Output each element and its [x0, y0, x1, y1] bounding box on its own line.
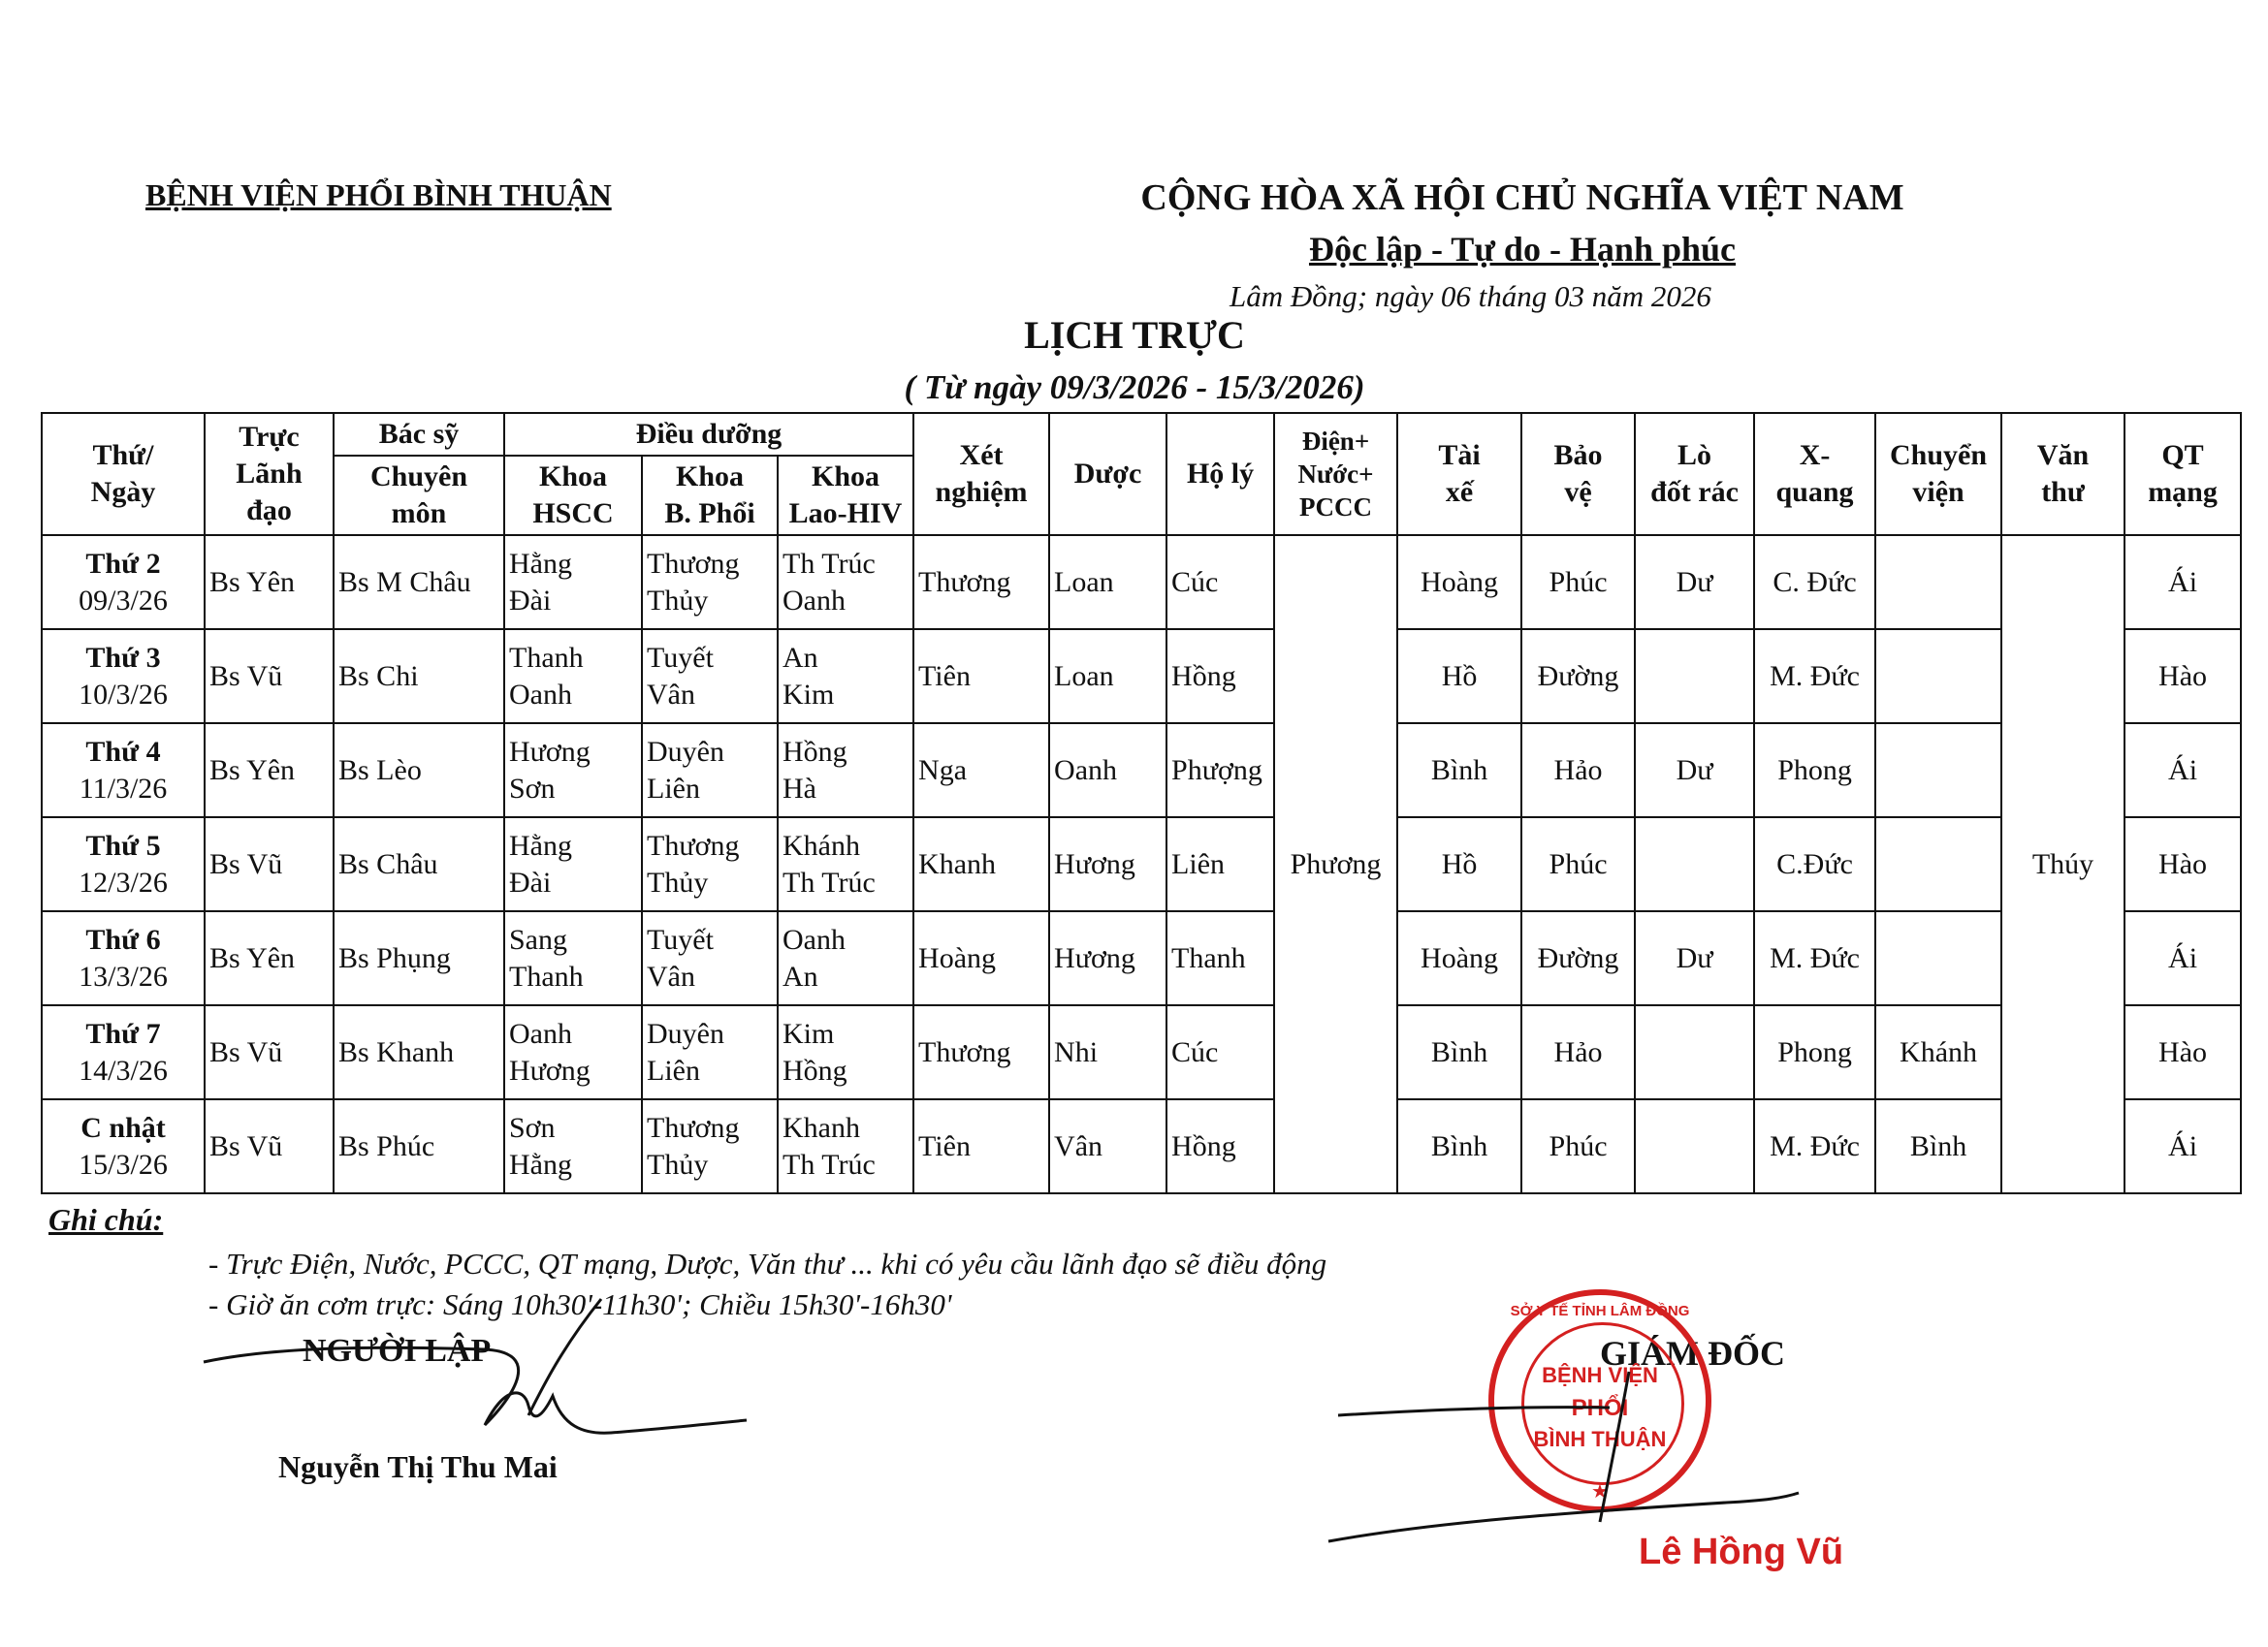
orderly-cell: Hồng [1166, 1099, 1274, 1193]
transfer-cell: Bình [1875, 1099, 2001, 1193]
duty-schedule-table [41, 412, 2242, 1194]
leader-cell: Bs Yên [205, 535, 334, 629]
security-cell: Hảo [1521, 723, 1635, 817]
nurse-bphoi-cell: Thương Thủy [642, 535, 778, 629]
security-cell: Phúc [1521, 817, 1635, 911]
network-cell: Ái [2124, 911, 2241, 1005]
network-cell: Ái [2124, 535, 2241, 629]
table-row [42, 1099, 2241, 1193]
leader-cell: Bs Vũ [205, 817, 334, 911]
table-row [42, 535, 2241, 629]
xray-cell: C.Đức [1754, 817, 1875, 911]
doctor-cell: Bs Phúc [334, 1099, 504, 1193]
header-orderly: Hộ lý [1166, 413, 1274, 535]
security-cell: Đường [1521, 629, 1635, 723]
lab-cell: Khanh [913, 817, 1049, 911]
nurse-hscc-cell: Oanh Hương [504, 1005, 642, 1099]
header-electric: Điện+ Nước+ PCCC [1274, 413, 1397, 535]
pharmacy-cell: Oanh [1049, 723, 1166, 817]
header-security: Bảo vệ [1521, 413, 1635, 535]
header-driver: Tài xế [1397, 413, 1521, 535]
day-name: C nhật [80, 1111, 166, 1144]
security-cell: Đường [1521, 911, 1635, 1005]
nurse-bphoi-cell: Thương Thủy [642, 1099, 778, 1193]
day-cell [42, 911, 205, 1005]
table-row [42, 723, 2241, 817]
header-incinerator: Lò đốt rác [1635, 413, 1754, 535]
orderly-cell: Thanh [1166, 911, 1274, 1005]
pharmacy-cell: Loan [1049, 629, 1166, 723]
orderly-cell: Cúc [1166, 535, 1274, 629]
network-cell: Hào [2124, 1005, 2241, 1099]
seal-star-icon: ★ [1591, 1481, 1609, 1503]
creator-name: Nguyễn Thị Thu Mai [278, 1449, 558, 1484]
header-nurse-hscc: Khoa HSCC [504, 456, 642, 535]
header-leader: Trực Lãnh đạo [205, 413, 334, 535]
leader-cell: Bs Vũ [205, 629, 334, 723]
day-cell [42, 1005, 205, 1099]
seal-line: BÌNH THUẬN [1533, 1427, 1667, 1451]
network-cell: Ái [2124, 1099, 2241, 1193]
nurse-hscc-cell: Thanh Oanh [504, 629, 642, 723]
header-xray: X- quang [1754, 413, 1875, 535]
national-motto: Độc lập - Tự do - Hạnh phúc [1308, 230, 1737, 269]
nurse-lao-cell: Khánh Th Trúc [778, 817, 913, 911]
nurse-bphoi-cell: Tuyết Vân [642, 911, 778, 1005]
driver-cell: Hồ [1397, 817, 1521, 911]
clerk-cell: Thúy [2001, 535, 2124, 1193]
director-signature [1319, 1367, 1804, 1551]
day-cell [42, 723, 205, 817]
doctor-cell: Bs Lèo [334, 723, 504, 817]
table-row [42, 911, 2241, 1005]
day-name: Thứ 3 [85, 641, 161, 674]
incinerator-cell [1635, 1005, 1754, 1099]
day-date: 12/3/26 [79, 866, 168, 899]
incinerator-cell: Dư [1635, 911, 1754, 1005]
note-line: - Trực Điện, Nước, PCCC, QT mạng, Dược, Văn thư ... khi có yêu cầu lãnh đạo sẽ điều động [208, 1247, 1327, 1281]
nurse-bphoi-cell: Tuyết Vân [642, 629, 778, 723]
nurse-hscc-cell: Sang Thanh [504, 911, 642, 1005]
leader-cell: Bs Vũ [205, 1099, 334, 1193]
pharmacy-cell: Hương [1049, 817, 1166, 911]
seal-top-text: SỞ Y TẾ TỈNH LÂM ĐỒNG [1510, 1303, 1690, 1319]
driver-cell: Hoàng [1397, 535, 1521, 629]
day-date: 15/3/26 [79, 1148, 168, 1181]
security-cell: Phúc [1521, 535, 1635, 629]
director-name: Lê Hồng Vũ [1639, 1532, 1844, 1572]
lab-cell: Hoàng [913, 911, 1049, 1005]
header-transfer: Chuyển viện [1875, 413, 2001, 535]
xray-cell: M. Đức [1754, 629, 1875, 723]
network-cell: Hào [2124, 629, 2241, 723]
leader-cell: Bs Yên [205, 723, 334, 817]
transfer-cell [1875, 911, 2001, 1005]
header-clerk: Văn thư [2001, 413, 2124, 535]
driver-cell: Bình [1397, 1005, 1521, 1099]
driver-cell: Bình [1397, 723, 1521, 817]
day-date: 13/3/26 [79, 960, 168, 993]
driver-cell: Hoàng [1397, 911, 1521, 1005]
incinerator-cell: Dư [1635, 723, 1754, 817]
pharmacy-cell: Loan [1049, 535, 1166, 629]
transfer-cell [1875, 535, 2001, 629]
header-nurse-bphoi: Khoa B. Phổi [642, 456, 778, 535]
pharmacy-cell: Hương [1049, 911, 1166, 1005]
doctor-cell: Bs Châu [334, 817, 504, 911]
creator-title: NGƯỜI LẬP [303, 1333, 492, 1369]
incinerator-cell [1635, 629, 1754, 723]
nurse-lao-cell: Kim Hồng [778, 1005, 913, 1099]
page-title: LỊCH TRỰC [1024, 313, 1245, 357]
day-cell [42, 817, 205, 911]
lab-cell: Thương [913, 535, 1049, 629]
organization-name: BỆNH VIỆN PHỔI BÌNH THUẬN [145, 177, 612, 212]
driver-cell: Bình [1397, 1099, 1521, 1193]
security-cell: Phúc [1521, 1099, 1635, 1193]
transfer-cell: Khánh [1875, 1005, 2001, 1099]
table-row [42, 817, 2241, 911]
header-doctor-group: Bác sỹ [334, 413, 504, 456]
orderly-cell: Liên [1166, 817, 1274, 911]
xray-cell: Phong [1754, 723, 1875, 817]
table-row [42, 1005, 2241, 1099]
nurse-hscc-cell: Hằng Đài [504, 817, 642, 911]
place-and-date: Lâm Đồng; ngày 06 tháng 03 năm 2026 [1230, 279, 1711, 313]
pharmacy-cell: Vân [1049, 1099, 1166, 1193]
orderly-cell: Cúc [1166, 1005, 1274, 1099]
doctor-cell: Bs Phụng [334, 911, 504, 1005]
page-subtitle: ( Từ ngày 09/3/2026 - 15/3/2026) [904, 368, 1365, 406]
orderly-cell: Phượng [1166, 723, 1274, 817]
transfer-cell [1875, 817, 2001, 911]
director-title: GIÁM ĐỐC [1600, 1334, 1785, 1373]
driver-cell: Hồ [1397, 629, 1521, 723]
creator-signature [194, 1289, 756, 1444]
nurse-hscc-cell: Sơn Hằng [504, 1099, 642, 1193]
leader-cell: Bs Yên [205, 911, 334, 1005]
day-name: Thứ 2 [85, 547, 161, 580]
header-day: Thứ/ Ngày [42, 413, 205, 535]
header-network: QT mạng [2124, 413, 2241, 535]
incinerator-cell: Dư [1635, 535, 1754, 629]
seal-line: PHỔI [1571, 1395, 1629, 1421]
nurse-bphoi-cell: Thương Thủy [642, 817, 778, 911]
day-cell [42, 629, 205, 723]
xray-cell: Phong [1754, 1005, 1875, 1099]
day-date: 10/3/26 [79, 678, 168, 711]
pharmacy-cell: Nhi [1049, 1005, 1166, 1099]
nurse-bphoi-cell: Duyên Liên [642, 723, 778, 817]
day-cell [42, 535, 205, 629]
transfer-cell [1875, 629, 2001, 723]
network-cell: Ái [2124, 723, 2241, 817]
day-name: Thứ 6 [85, 923, 161, 956]
lab-cell: Nga [913, 723, 1049, 817]
transfer-cell [1875, 723, 2001, 817]
day-name: Thứ 4 [85, 735, 161, 768]
nurse-bphoi-cell: Duyên Liên [642, 1005, 778, 1099]
day-cell [42, 1099, 205, 1193]
note-line: - Giờ ăn cơm trực: Sáng 10h30'-11h30'; Chiều 15h30'-16h30' [208, 1287, 952, 1321]
network-cell: Hào [2124, 817, 2241, 911]
day-date: 11/3/26 [79, 772, 168, 805]
header-doctor: Chuyên môn [334, 456, 504, 535]
incinerator-cell [1635, 1099, 1754, 1193]
doctor-cell: Bs M Châu [334, 535, 504, 629]
nurse-lao-cell: An Kim [778, 629, 913, 723]
header-lab: Xét nghiệm [913, 413, 1049, 535]
electric-cell: Phương [1274, 535, 1397, 1193]
table-row [42, 629, 2241, 723]
doctor-cell: Bs Khanh [334, 1005, 504, 1099]
day-name: Thứ 5 [85, 829, 161, 862]
nurse-lao-cell: Th Trúc Oanh [778, 535, 913, 629]
incinerator-cell [1635, 817, 1754, 911]
lab-cell: Thương [913, 1005, 1049, 1099]
doctor-cell: Bs Chi [334, 629, 504, 723]
orderly-cell: Hồng [1166, 629, 1274, 723]
xray-cell: C. Đức [1754, 535, 1875, 629]
seal-line: BỆNH VIỆN [1542, 1363, 1658, 1387]
day-name: Thứ 7 [85, 1017, 161, 1050]
day-date: 09/3/26 [79, 584, 168, 617]
lab-cell: Tiên [913, 1099, 1049, 1193]
nurse-lao-cell: Hồng Hà [778, 723, 913, 817]
leader-cell: Bs Vũ [205, 1005, 334, 1099]
notes-label: Ghi chú: [48, 1202, 164, 1237]
security-cell: Hảo [1521, 1005, 1635, 1099]
day-date: 14/3/26 [79, 1054, 168, 1087]
nurse-hscc-cell: Hương Sơn [504, 723, 642, 817]
nurse-lao-cell: Khanh Th Trúc [778, 1099, 913, 1193]
nurse-lao-cell: Oanh An [778, 911, 913, 1005]
header-nurse-lao: Khoa Lao-HIV [778, 456, 913, 535]
nurse-hscc-cell: Hằng Đài [504, 535, 642, 629]
lab-cell: Tiên [913, 629, 1049, 723]
header-nurse-group: Điều dưỡng [504, 413, 913, 456]
header-pharmacy: Dược [1049, 413, 1166, 535]
xray-cell: M. Đức [1754, 1099, 1875, 1193]
country-name: CỘNG HÒA XÃ HỘI CHỦ NGHĨA VIỆT NAM [1140, 177, 1904, 218]
xray-cell: M. Đức [1754, 911, 1875, 1005]
